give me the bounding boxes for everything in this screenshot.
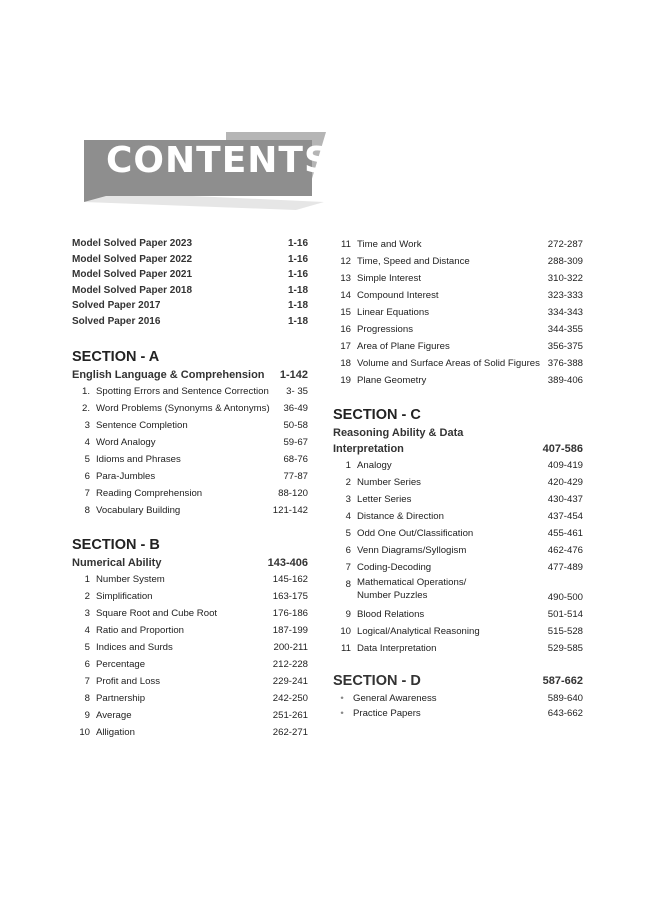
list-item[interactable]: 3 Sentence Completion 50-58 xyxy=(84,420,308,431)
bullet-icon: • xyxy=(340,693,344,704)
list-item[interactable]: 6 Para-Jumbles 77-87 xyxy=(84,471,308,482)
section-a-list xyxy=(72,383,308,519)
contents-banner xyxy=(76,130,331,210)
list-item[interactable]: Solved Paper 2016 1-18 xyxy=(72,315,308,327)
left-column xyxy=(72,236,308,741)
section-a-subheading: English Language & Comprehension 1-142 xyxy=(72,369,308,381)
list-item[interactable]: 2 Simplification 163-175 xyxy=(84,591,308,602)
list-item[interactable]: 19 Plane Geometry 389-406 xyxy=(340,375,583,386)
list-item[interactable]: 6 Percentage 212-228 xyxy=(84,659,308,670)
list-item[interactable]: 5 Indices and Surds 200-211 xyxy=(84,642,308,653)
papers-list xyxy=(72,236,308,329)
list-item[interactable]: 7 Profit and Loss 229-241 xyxy=(84,676,308,687)
section-b-list xyxy=(72,571,308,741)
list-item[interactable]: 13 Simple Interest 310-322 xyxy=(340,273,583,284)
list-item[interactable]: Solved Paper 2017 1-18 xyxy=(72,300,308,311)
list-item[interactable]: Model Solved Paper 2021 1-16 xyxy=(72,269,308,280)
list-item[interactable]: 4 Word Analogy 59-67 xyxy=(84,437,308,448)
right-column xyxy=(333,236,583,721)
list-item[interactable]: 1 Number System 145-162 xyxy=(84,574,308,585)
bullet-icon: • xyxy=(340,708,344,719)
list-item[interactable]: • Practice Papers 643-662 xyxy=(333,706,583,721)
list-item[interactable]: Model Solved Paper 2018 1-18 xyxy=(72,284,308,296)
list-item[interactable]: 4 Distance & Direction 437-454 xyxy=(345,511,583,522)
list-item[interactable]: 17 Area of Plane Figures 356-375 xyxy=(340,341,583,352)
list-item[interactable]: 3 Letter Series 430-437 xyxy=(345,494,583,505)
section-a-heading: SECTION - A xyxy=(72,349,160,365)
list-item[interactable]: 10 Logical/Analytical Reasoning 515-528 xyxy=(340,626,583,637)
section-b-continued-list xyxy=(333,236,583,389)
list-item[interactable]: 5 Idioms and Phrases 68-76 xyxy=(84,454,308,465)
section-b-heading: SECTION - B xyxy=(72,537,160,553)
list-item[interactable]: 7 Reading Comprehension 88-120 xyxy=(84,488,308,499)
list-item[interactable]: 7 Coding-Decoding 477-489 xyxy=(345,562,583,573)
list-item[interactable]: 18 Volume and Surface Areas of Solid Figures 376-388 xyxy=(340,358,583,369)
list-item[interactable]: 11 Data Interpretation 529-585 xyxy=(341,643,583,654)
section-c-heading: SECTION - C xyxy=(333,407,421,423)
section-b-subheading: Numerical Ability 143-406 xyxy=(72,557,308,569)
list-item[interactable]: 9 Blood Relations 501-514 xyxy=(345,609,583,620)
section-c-subheading-line2: Interpretation 407-586 xyxy=(333,443,583,455)
list-item[interactable]: 11 Time and Work 272-287 xyxy=(341,239,583,250)
list-item[interactable]: 8 Vocabulary Building 121-142 xyxy=(84,505,308,516)
list-item[interactable]: • General Awareness 589-640 xyxy=(333,691,583,706)
list-item[interactable]: 4 Ratio and Proportion 187-199 xyxy=(84,625,308,636)
list-item[interactable]: 15 Linear Equations 334-343 xyxy=(340,307,583,318)
list-item[interactable]: 16 Progressions 344-355 xyxy=(340,324,583,335)
list-item[interactable]: 10 Alligation 262-271 xyxy=(79,727,308,738)
list-item[interactable]: 3 Square Root and Cube Root 176-186 xyxy=(84,608,308,619)
list-item[interactable]: 9 Average 251-261 xyxy=(84,710,308,721)
list-item[interactable]: 2 Number Series 420-429 xyxy=(345,477,583,488)
section-d-list xyxy=(333,691,583,721)
list-item[interactable]: 6 Venn Diagrams/Syllogism 462-476 xyxy=(345,545,583,556)
list-item[interactable]: Model Solved Paper 2023 1-16 xyxy=(72,238,308,249)
list-item[interactable]: Model Solved Paper 2022 1-16 xyxy=(72,253,308,265)
list-item[interactable]: 8 Partnership 242-250 xyxy=(84,693,308,704)
section-c-list xyxy=(333,457,583,657)
list-item[interactable]: 5 Odd One Out/Classification 455-461 xyxy=(345,528,583,539)
list-item[interactable]: 14 Compound Interest 323-333 xyxy=(340,290,583,301)
list-item[interactable]: 8 Mathematical Operations/ Number Puzzles 490-500 xyxy=(345,577,583,603)
section-d-heading: SECTION - D 587-662 xyxy=(333,673,583,689)
list-item[interactable]: 12 Time, Speed and Distance 288-309 xyxy=(340,256,583,267)
list-item[interactable]: 2. Word Problems (Synonyms & Antonyms) 36-49 xyxy=(81,403,308,414)
section-c-subheading-line1: Reasoning Ability & Data xyxy=(333,427,464,439)
list-item[interactable]: 1 Analogy 409-419 xyxy=(345,460,583,471)
list-item[interactable]: 1. Spotting Errors and Sentence Correction 3- 35 xyxy=(81,386,308,397)
page-title: CONTENTS xyxy=(106,140,331,181)
